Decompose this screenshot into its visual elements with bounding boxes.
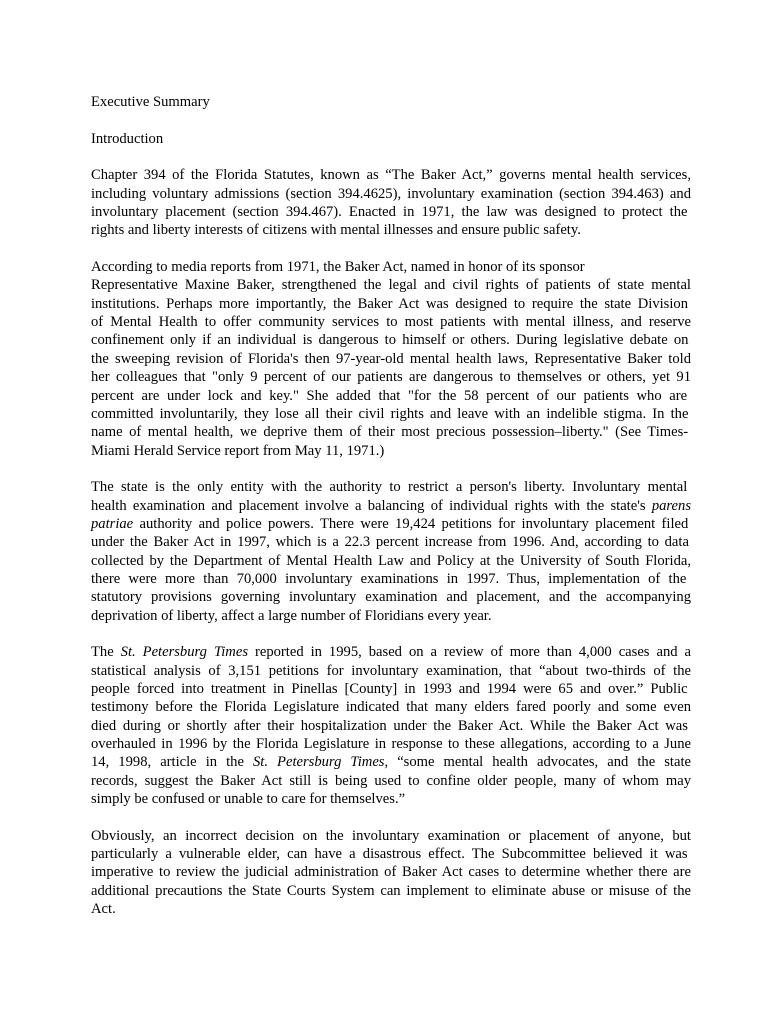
text-run: imperative to review the judicial administration of Baker Act cases to determine whether there are <box>91 864 691 881</box>
text-run: rights and liberty interests of citizens with mental illnesses and ensure public safety. <box>91 222 581 239</box>
text-line <box>91 515 691 533</box>
paragraph <box>91 258 691 460</box>
text-line <box>91 331 691 349</box>
text-run: particularly a vulnerable elder, can have a disastrous effect. The Subcommittee believed it was <box>91 846 688 863</box>
text-line <box>91 368 691 386</box>
text-line <box>91 423 691 441</box>
text-run: statistical analysis of 3,151 petitions for involuntary examination, that “about two-thirds of the <box>91 662 691 679</box>
text-run: confinement only if an individual is dangerous to himself or others. During legislative debate on <box>91 332 689 349</box>
text-run: collected by the Department of Mental Health Law and Policy at the University of South Florida, <box>91 552 691 569</box>
text-run: According to media reports from 1971, the Baker Act, named in honor of its sponsor <box>91 259 585 276</box>
text-run: Representative Maxine Baker, strengthened the legal and civil rights of patients of state mental <box>91 277 691 294</box>
text-line <box>91 387 691 405</box>
text-run: records, suggest the Baker Act still is being used to confine older people, many of whom may <box>91 772 691 789</box>
text-line <box>91 185 691 203</box>
text-line <box>91 552 691 570</box>
text-line <box>91 588 691 606</box>
text-line <box>91 845 691 863</box>
text-run: simply be confused or unable to care for themselves.” <box>91 791 406 808</box>
introduction-subheading: Introduction <box>91 130 164 147</box>
text-run: there were more than 70,000 involuntary examinations in 1997. Thus, implementation of the <box>91 570 687 587</box>
text-line <box>91 478 691 496</box>
italic-text: St. Petersburg Times <box>120 644 249 661</box>
text-run: deprivation of liberty, affect a large number of Floridians every year. <box>91 607 492 624</box>
text-run: her colleagues that "only 9 percent of our patients are dangerous to themselves or others, yet 91 <box>91 369 691 386</box>
text-run: people forced into treatment in Pinellas [County] in 1993 and 1994 were 65 and over.” Public <box>91 681 688 697</box>
text-line <box>91 882 691 900</box>
text-line <box>91 735 691 753</box>
text-run: Obviously, an incorrect decision on the involuntary examination or placement of anyone, but <box>91 827 691 844</box>
document-page <box>91 93 691 937</box>
text-run: institutions. Perhaps more importantly, the Baker Act was designed to require the state Division <box>91 295 688 312</box>
text-line <box>91 790 691 808</box>
text-run: health examination and placement involve a balancing of individual rights with the state's <box>91 497 652 514</box>
text-run: the sweeping revision of Florida's then 97-year-old mental health laws, Representative Baker told <box>91 350 691 367</box>
text-line <box>91 295 691 313</box>
text-line <box>91 405 691 423</box>
text-line <box>91 863 691 881</box>
text-run: overhauled in 1996 by the Florida Legislature in response to these allegations, according to a June <box>91 736 691 753</box>
text-line <box>91 827 691 845</box>
italic-text: patriae <box>91 515 134 532</box>
text-line <box>91 607 691 625</box>
text-run: involuntary placement (section 394.467). Enacted in 1971, the law was designed to protect the <box>91 204 688 221</box>
text-run: including voluntary admissions (section 394.4625), involuntary examination (section 394.463) and <box>91 185 691 202</box>
text-line <box>91 276 691 294</box>
text-run: of Mental Health to offer community services to most patients with mental illness, and reserve <box>91 314 691 331</box>
text-line <box>91 166 691 184</box>
text-run: percent are under lock and key." She added that "for the 58 percent of our patients who are <box>91 387 688 404</box>
text-run: , “some mental health advocates, and the state <box>384 754 691 771</box>
text-run: Act. <box>91 901 116 918</box>
text-line <box>91 203 691 221</box>
text-run: testimony before the Florida Legislature indicated that many elders fared poorly and some even <box>91 699 691 716</box>
text-run: Chapter 394 of the Florida Statutes, known as “The Baker Act,” governs mental health services, <box>91 167 691 184</box>
text-line <box>91 680 691 698</box>
text-line <box>91 698 691 716</box>
text-line <box>91 258 691 276</box>
italic-text: St. Petersburg Times <box>253 754 385 771</box>
text-run: reported in 1995, based on a review of more than 4,000 cases and a <box>248 644 691 661</box>
text-line <box>91 772 691 790</box>
text-run: authority and police powers. There were 19,424 petitions for involuntary placement filed <box>133 515 689 532</box>
text-line <box>91 717 691 735</box>
text-run: name of mental health, we deprive them of their most precious possession–liberty." (See Times- <box>91 424 689 441</box>
text-line <box>91 643 691 661</box>
text-run: additional precautions the State Courts System can implement to eliminate abuse or misuse of the <box>91 882 691 899</box>
paragraph <box>91 478 691 625</box>
paragraph <box>91 827 691 919</box>
text-line <box>91 662 691 680</box>
text-line <box>91 753 691 771</box>
text-run: under the Baker Act in 1997, which is a 22.3 percent increase from 1996. And, according to data <box>91 534 689 551</box>
text-line <box>91 533 691 551</box>
text-run: Miami Herald Service report from May 11, 1971.) <box>91 442 385 459</box>
italic-text: parens <box>651 497 691 514</box>
text-run: The state is the only entity with the authority to restrict a person's liberty. Involuntary mental <box>91 479 688 496</box>
text-run: statutory provisions governing involuntary examination and placement, and the accompanying <box>91 589 691 606</box>
text-line <box>91 313 691 331</box>
text-run: 14, 1998, article in the <box>91 754 253 771</box>
body-paragraphs <box>91 166 691 918</box>
text-run: committed involuntarily, they lose all their civil rights and leave with an indelible stigma. In the <box>91 405 689 422</box>
text-run: The <box>91 644 121 661</box>
text-line <box>91 442 691 460</box>
paragraph <box>91 643 691 808</box>
text-line <box>91 350 691 368</box>
text-line <box>91 221 691 239</box>
text-line <box>91 497 691 515</box>
text-run: died during or shortly after their hospitalization under the Baker Act. While the Baker Act was <box>91 717 688 734</box>
executive-summary-heading: Executive Summary <box>91 94 210 110</box>
text-line <box>91 900 691 918</box>
text-line <box>91 570 691 588</box>
paragraph <box>91 166 691 239</box>
